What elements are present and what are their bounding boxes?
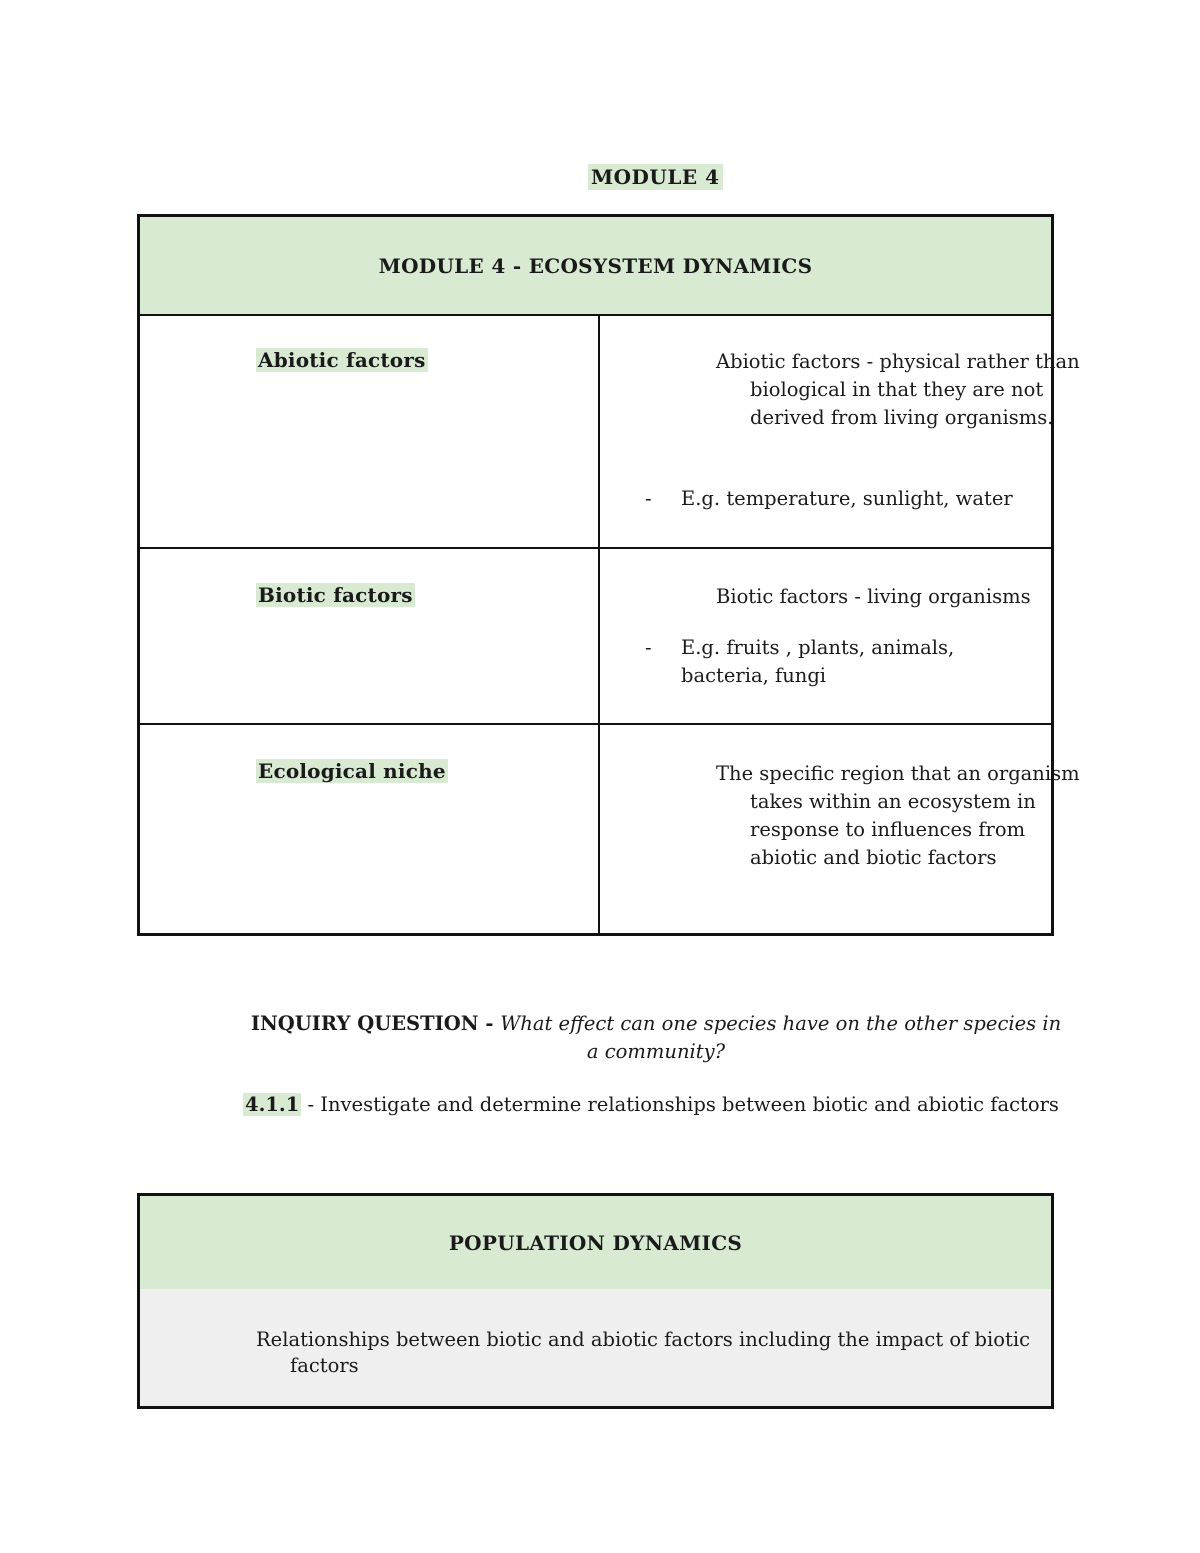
module-heading: MODULE 4 [588, 164, 723, 190]
syllabus-dot-point [243, 1091, 1059, 1119]
inquiry-label: INQUIRY QUESTION - [250, 1012, 501, 1035]
inquiry-question-text: What effect can one species have on the other species in a community? [500, 1012, 1062, 1063]
ecosystem-table-title: MODULE 4 - ECOSYSTEM DYNAMICS [140, 217, 1051, 316]
bullet-dash: - [645, 636, 652, 659]
term-ecological-niche: Ecological niche [258, 759, 446, 783]
example-text: E.g. fruits , plants, animals, bacteria, fungi [681, 636, 955, 687]
definition-biotic-factors: Biotic factors - living organisms [716, 585, 1031, 608]
population-dynamics-table [137, 1193, 1054, 1409]
example-text: E.g. temperature, sunlight, water [681, 487, 1013, 510]
population-table-title: POPULATION DYNAMICS [140, 1196, 1051, 1291]
definition-abiotic-factors: Abiotic factors - physical rather than biological in that they are not derived from living organisms. [716, 350, 1080, 429]
population-table-body [140, 1289, 1051, 1406]
dot-point-text: - Investigate and determine relationships between biotic and abiotic factors [301, 1093, 1059, 1116]
dot-point-code: 4.1.1 [245, 1093, 300, 1116]
ecosystem-dynamics-table [137, 214, 1080, 936]
population-table-text: Relationships between biotic and abiotic factors including the impact of biotic factors [256, 1328, 1031, 1377]
bullet-dash: - [645, 487, 652, 510]
inquiry-question [250, 1010, 1062, 1066]
table-row-biotic [140, 549, 1051, 725]
term-biotic-factors: Biotic factors [258, 583, 413, 607]
table-row-abiotic [140, 314, 1080, 549]
definition-ecological-niche: The specific region that an organism takes within an ecosystem in response to influences from abiotic and biotic factors [716, 762, 1080, 869]
table-row-ecological-niche [140, 725, 1080, 933]
term-abiotic-factors: Abiotic factors [258, 348, 426, 372]
